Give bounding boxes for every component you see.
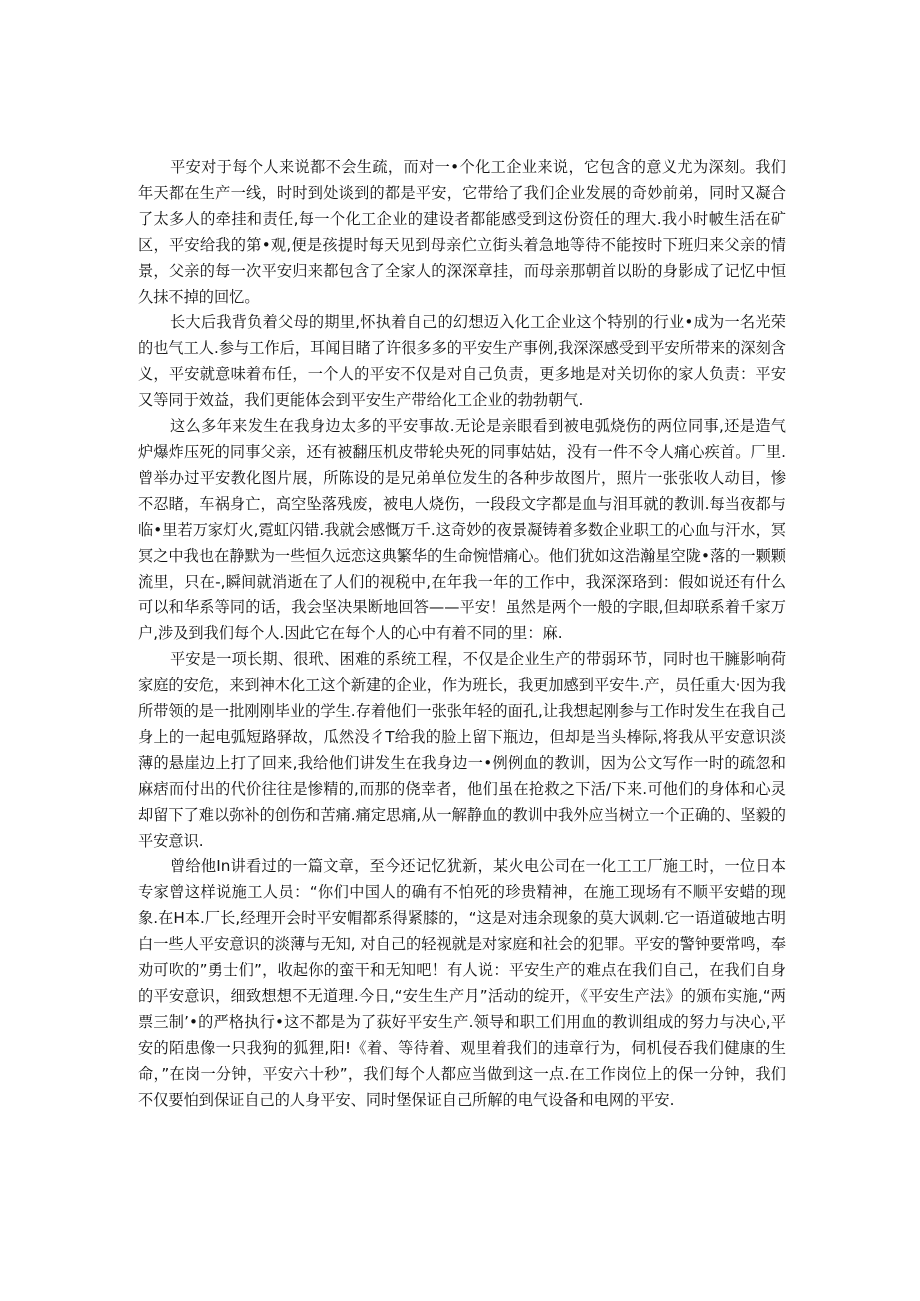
paragraph-4: 平安是一项长期、很玳、困难的系统工程，不仅是企业生产的带弱环节，同时也干臃影响荷家庭的安危，来到神木化工这个新建的企业，作为班长，我更加感到平安牛.产，员任重大·因为我所带领的是一批刚刚毕业的学生.存着他们一张张年轻的面孔,让我想起刚参与工作时发生在我自己身上的一起电弧短路驿故，瓜然没彳T给我的脸上留下瓶边，但却是当头棒际,将我从平安意识淡薄的悬崖边上打了回来,我给他们讲发生在我身边一•例例血的教训，因为公文写作一时的疏忽和麻痞而付出的代价往往是惨精的,而那的侥幸者，他们虽在抢救之下活/下来.可他们的身体和心灵却留下了难以弥补的创伤和苦痛.痛定思痛,从一解静血的教训中我外应当树立一个正确的、坚毅的平安意识. [138,650,786,850]
document-body [138,155,786,1114]
paragraph-1: 平安对于每个人来说都不会生疏，而对一•个化工企业来说，它包含的意义尤为深刻。我们年天都在生产一线，时时到处谈到的都是平安，它带给了我们企业发展的奇妙前弟，同时又凝合了太多人的牵挂和责任,每一个化工企业的建设者都能感受到这份资任的理大.我小时帔生活在矿区，平安给我的第•观,便是孩提时每天见到母亲伫立街头着急地等待不能按时下班归来父亲的情景，父亲的每一次平安归来都包含了全家人的深深章挂，而母亲那朝首以盼的身影成了记忆中恒久抹不掉的回忆。 [138,158,786,306]
paragraph-5: 曾给他In讲看过的一篇文章，至今还记忆犹新，某火电公司在一化工工厂施工时，一位日本专家曾这样说施工人员：“你们中国人的确有不怕死的珍贵精神，在施工现场有不顺平安蜡的现象.在H本.厂长,经理开会时平安帽都系得紧膝的，“这是对违余现象的莫大讽刺.它一语道破地古明白一些人平安意识的淡薄与无知, 对自己的轻视就是对家庭和社会的犯罪。平安的警钟要常鸣，奉劝可吹的”勇士们”，收起你的蛮干和无知吧！有人说：平安生产的难点在我们自己，在我们自身的平安意识，细致想想不无道理.今日,“安生生产月”活动的绽开，《平安生产法》的颁布实施,“两票三制’•的严格执行•这不都是为了荻好平安生产.领导和职工们用血的教训组成的努力与决心,平安的陌患像一只我狗的狐狸,阳!《着、等待着、观里着我们的违章行为，伺机侵吞我们健康的生命，”在岗一分钟，平安六十秒”，我们每个人都应当做到这一点.在工作岗位上的保一分钟，我们不仅要怕到保证自己的人身平安、同时堡保证自己所解的电气设备和电网的平安. [138,857,786,1109]
paragraph-2: 长大后我背负着父母的期里,怀执着自己的幻想迈入化工企业这个特别的行业•成为一名光荣的也气工人.参与工作后，耳闻目睹了许很多多的平安生产事例,我深深感受到平安所带来的深刻含义，平安就意味着布任，一个人的平安不仅是对自己负责，更多地是对关切你的家人负责：平安又等同于效益，我们更能体会到平安生产带给化工企业的勃勃朝气. [138,313,786,410]
paragraph-3: 这么多年来发生在我身边太多的平安事故.无论是亲眼看到被电弧烧伤的两位同事,还是造气炉爆炸压死的同事父亲，还有被翻压机皮带轮央死的同事姑姑，没有一件不令人痛心疾首。厂里.曾举办过平安教化图片展，所陈设的是兄弟单位发生的各种步故图片，照片一张张收人动目，惨不忍睹，车祸身亡，高空坠落残废，被电人烧伤，一段段文字都是血与泪耳就的教训.每当夜都与临•里若万家灯火,霓虹闪错.我就会感慨万千.这奇妙的夜景凝铸着多数企业职工的心血与汗水，冥冥之中我也在静默为一些恒久远恋这典繁华的生命惋惜痛心。他们犹如这浩瀚星空陇•落的一颗颗流里，只在-,瞬间就消逝在了人们的视税中,在年我一年的工作中，我深深珞到：假如说还有什么可以和华系等同的话，我会坚决果断地回答——平安！虽然是两个一般的字眼,但却联系着千家万户,涉及到我们每个人.因此它在每个人的心中有着不同的里：麻. [138,417,786,643]
